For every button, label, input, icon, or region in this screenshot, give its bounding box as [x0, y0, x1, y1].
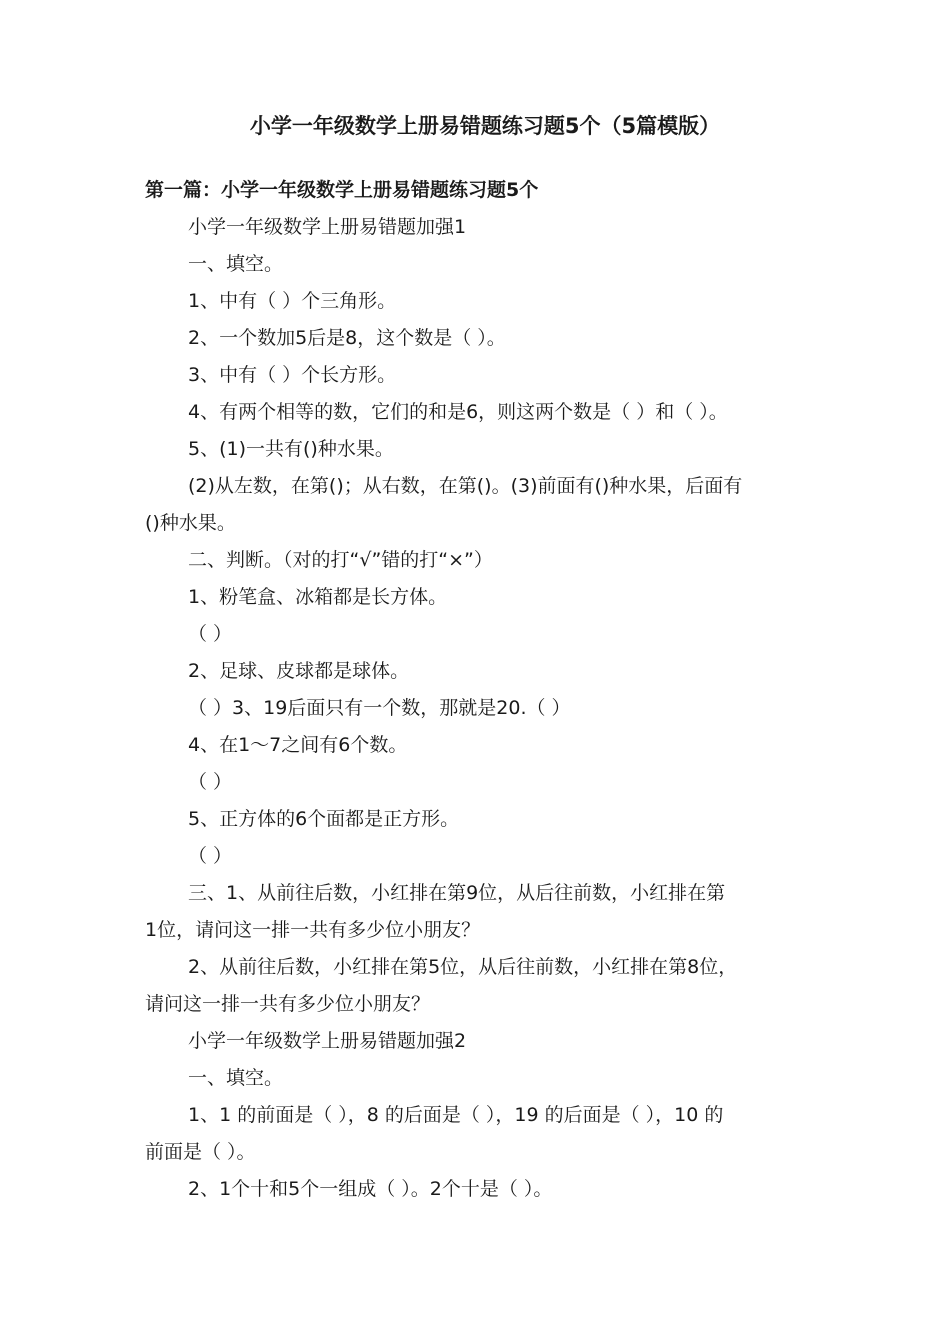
text-line: 小学一年级数学上册易错题加强1 [188, 216, 467, 238]
text-line: 1、粉笔盒、冰箱都是长方体。 [188, 586, 448, 608]
text-line: 一、填空。 [188, 1067, 284, 1089]
text-line: 4、在1～7之间有6个数。 [188, 734, 408, 756]
text-line: 三、1、从前往后数，小红排在第9位，从后往前数，小红排在第 [188, 882, 726, 904]
text-line: 1、中有（ ）个三角形。 [188, 290, 397, 312]
document-body [145, 209, 825, 1208]
text-line: （ ） [188, 845, 233, 867]
text-line: （ ）3、19后面只有一个数，那就是20.（ ） [188, 697, 571, 719]
text-line: 请问这一排一共有多少位小朋友？ [145, 993, 431, 1015]
text-line: 2、从前往后数，小红排在第5位，从后往前数，小红排在第8位， [188, 956, 738, 978]
text-line: 2、足球、皮球都是球体。 [188, 660, 410, 682]
text-line: 2、一个数加5后是8，这个数是（ ）。 [188, 327, 506, 349]
text-line: 1位，请问这一排一共有多少位小朋友？ [145, 919, 481, 941]
text-line: 5、正方体的6个面都是正方形。 [188, 808, 460, 830]
text-line: （ ） [188, 771, 233, 793]
text-line: 小学一年级数学上册易错题加强2 [188, 1030, 467, 1052]
section-heading: 第一篇：小学一年级数学上册易错题练习题5个 [145, 179, 539, 201]
text-line: 二、判断。（对的打“√”错的打“×”） [188, 549, 493, 571]
text-line: (2)从左数，在第()；从右数，在第()。(3)前面有()种水果，后面有 [188, 475, 743, 497]
text-line: 前面是（ ）。 [145, 1141, 256, 1163]
text-line: （ ） [188, 623, 233, 645]
text-line: 5、(1)一共有()种水果。 [188, 438, 394, 460]
document-title: 小学一年级数学上册易错题练习题5个（5篇模版） [249, 114, 721, 138]
text-line: 4、有两个相等的数，它们的和是6，则这两个数是（ ）和（ ）。 [188, 401, 728, 423]
text-line: 一、填空。 [188, 253, 284, 275]
text-line: 3、中有（ ）个长方形。 [188, 364, 397, 386]
text-line: ()种水果。 [145, 512, 236, 534]
text-line: 2、1个十和5个一组成（ ）。2个十是（ ）。 [188, 1178, 553, 1200]
text-line: 1、1 的前面是（ ），8 的后面是（ ），19 的后面是（ ），10 的 [188, 1104, 724, 1126]
